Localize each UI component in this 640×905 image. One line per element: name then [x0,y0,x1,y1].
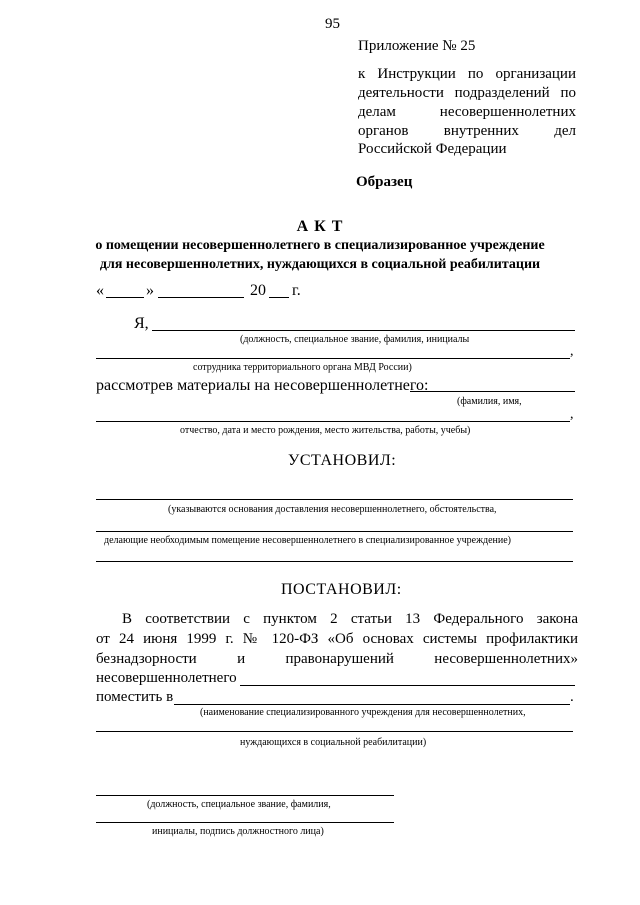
grounds-field-3[interactable] [96,561,573,562]
appendix-line: Российской Федерации [358,141,507,157]
i-label: Я, [134,315,149,332]
place-in-label: поместить в [96,689,174,705]
open-quote: « [96,282,104,299]
official-caption-2: инициалы, подпись должностного лица) [152,826,324,837]
resolution-line: несовершеннолетнего [96,670,237,686]
resolution-line: от 24 июня 1999 г. № 120-ФЗ «Об основах системы профилактики [96,631,578,647]
institution-caption: (наименование специализированного учреждения для несовершеннолетних, [200,707,526,718]
established-heading: УСТАНОВИЛ: [288,452,397,469]
resolution-line: безнадзорности и правонарушений несовершеннолетних» [96,651,578,667]
institution-field[interactable] [174,704,570,705]
institution-field-2[interactable] [96,731,573,732]
comma: , [570,344,574,359]
act-title: А К Т [296,218,344,235]
period: . [570,689,574,705]
year-field[interactable] [269,297,289,298]
resolution-line: В соответствии с пунктом 2 статьи 13 Федерального закона [122,611,578,627]
day-field[interactable] [106,297,144,298]
grounds-caption-2: делающие необходимым помещение несовершеннолетнего в специализированное учреждение) [104,535,511,546]
sample-label: Образец [356,174,413,190]
position-caption: (должность, специальное звание, фамилия, инициалы [240,334,470,345]
year-prefix: 20 [250,282,266,299]
appendix-line: органов внутренних дел [358,123,576,139]
close-quote: » [146,282,154,299]
month-field[interactable] [158,297,244,298]
name-caption: (фамилия, имя, [457,396,522,407]
act-subtitle-line2: для несовершеннолетних, нуждающихся в социальной реабилитации [99,257,541,272]
officer-position-field[interactable] [152,330,575,331]
page-number: 95 [325,16,340,32]
minor-details-field[interactable] [96,421,570,422]
officer-employee-field[interactable] [96,358,570,359]
institution-caption-2: нуждающихся в социальной реабилитации) [240,737,427,748]
appendix-line: деятельности подразделений по [358,85,576,101]
details-caption: отчество, дата и место рождения, место жительства, работы, учебы) [180,425,471,436]
official-caption: (должность, специальное звание, фамилия, [147,799,331,810]
year-suffix: г. [292,282,301,299]
grounds-field[interactable] [96,499,573,500]
comma: , [570,407,574,422]
appendix-line: к Инструкции по организации [358,66,576,82]
minor-fullname-field[interactable] [240,685,575,686]
grounds-field-2[interactable] [96,531,573,532]
employee-caption: сотрудника территориального органа МВД России) [193,362,412,373]
grounds-caption: (указываются основания доставления несовершеннолетнего, обстоятельства, [168,504,497,515]
official-signature-field[interactable] [96,822,394,823]
appendix-title: Приложение № 25 [358,38,476,54]
official-position-field[interactable] [96,795,394,796]
resolved-heading: ПОСТАНОВИЛ: [281,581,402,598]
appendix-line: делам несовершеннолетних [358,104,576,120]
considered-label: рассмотрев материалы на несовершеннолетнего: [96,377,429,394]
minor-name-field[interactable] [410,391,575,392]
act-subtitle-line1: о помещении несовершеннолетнего в специализированное учреждение [95,238,545,253]
